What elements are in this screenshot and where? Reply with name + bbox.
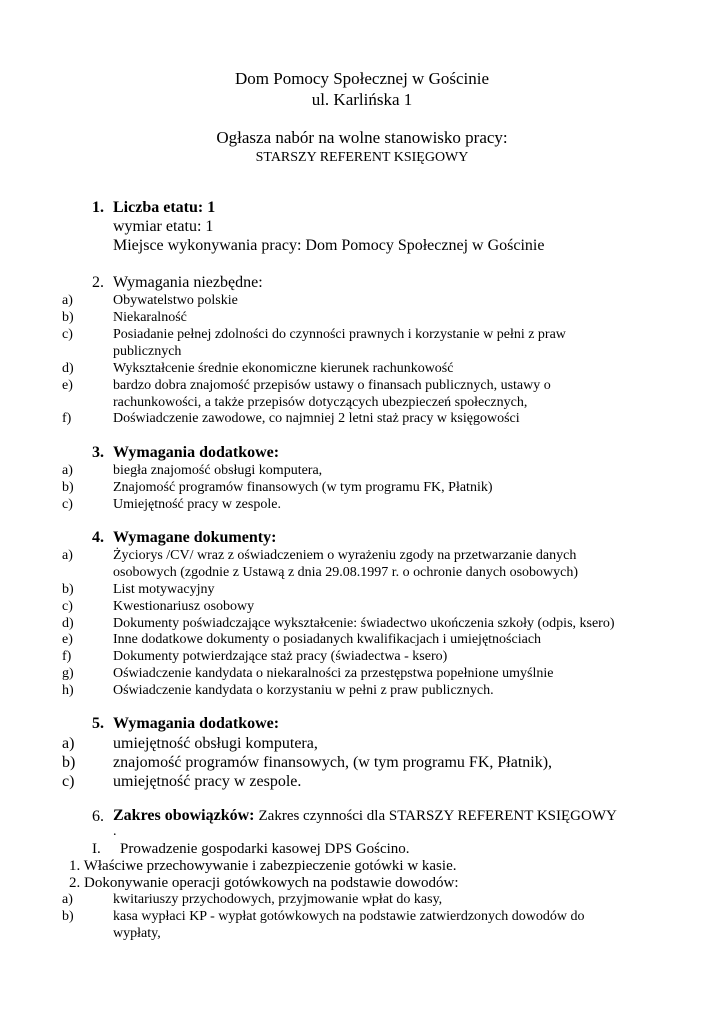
list-item: Znajomość programów finansowych (w tym programu FK, Płatnik) — [113, 480, 493, 495]
list-item: Umiejętność pracy w zespole. — [113, 497, 281, 512]
list-item: Posiadanie pełnej zdolności do czynności prawnych i korzystanie w pełni z praw — [113, 327, 566, 342]
section-3-title: Wymagania dodatkowe: — [113, 444, 280, 461]
list-label: e) — [62, 378, 73, 393]
section-1-line: Miejsce wykonywania pracy: Dom Pomocy Społecznej w Gościnie — [113, 237, 545, 254]
section-6-title: Zakres obowiązków: — [113, 807, 255, 824]
list-label: a) — [62, 735, 75, 752]
list-item: umiejętność pracy w zespole. — [113, 773, 302, 790]
list-item: Oświadczenie kandydata o korzystaniu w pełni z praw publicznych. — [113, 683, 494, 698]
list-label: g) — [62, 666, 74, 681]
list-label: h) — [62, 683, 74, 698]
institution-name: Dom Pomocy Społecznej w Gościnie — [234, 69, 489, 88]
list-label: f) — [62, 411, 72, 426]
list-item-continuation: rachunkowości, a także przepisów dotyczących ubezpieczeń społecznych, — [113, 395, 528, 410]
section-6-text: Zakres czynności dla STARSZY REFERENT KSIĘGOWY — [258, 808, 617, 824]
section-6-dot: . — [113, 824, 117, 839]
list-item: bardzo dobra znajomość przepisów ustawy o finansach publicznych, ustawy o — [113, 378, 551, 393]
section-1-title: Liczba etatu: 1 — [113, 199, 216, 216]
duty-point-1: 1. Właściwe przechowywanie i zabezpieczenie gotówki w kasie. — [69, 858, 457, 874]
duty-point-2: 2. Dokonywanie operacji gotówkowych na podstawie dowodów: — [69, 875, 459, 891]
list-item-continuation: osobowych (zgodnie z Ustawą z dnia 29.08.1997 r. o ochronie danych osobowych) — [113, 565, 579, 580]
section-6-heading — [113, 807, 617, 825]
list-item: Niekaralność — [113, 310, 187, 325]
list-item: List motywacyjny — [113, 582, 215, 597]
list-label: a) — [62, 892, 73, 907]
list-item: Oświadczenie kandydata o niekaralności za przestępstwa popełnione umyślnie — [113, 666, 554, 681]
list-item: Obywatelstwo polskie — [113, 293, 238, 308]
list-item: znajomość programów finansowych, (w tym programu FK, Płatnik), — [113, 754, 553, 771]
list-item-continuation: wypłaty, — [113, 926, 161, 941]
list-label: e) — [62, 632, 73, 647]
list-label: c) — [62, 497, 73, 512]
list-label: a) — [62, 293, 73, 308]
list-item: kasa wypłaci KP - wypłat gotówkowych na podstawie zatwierdzonych dowodów do — [113, 909, 585, 924]
list-label: c) — [62, 327, 73, 342]
section-2-number: 2. — [92, 274, 104, 291]
list-item: Wykształcenie średnie ekonomiczne kierunek rachunkowość — [113, 361, 454, 376]
list-item: Inne dodatkowe dokumenty o posiadanych kwalifikacjach i umiejętnościach — [113, 632, 542, 647]
section-6-number: 6. — [92, 808, 104, 825]
section-4-number: 4. — [92, 529, 104, 546]
section-5-title: Wymagania dodatkowe: — [113, 715, 280, 732]
list-label: a) — [62, 548, 73, 563]
roman-text: Prowadzenie gospodarki kasowej DPS Gościno. — [120, 841, 410, 857]
roman-label: I. — [92, 841, 101, 857]
list-label: c) — [62, 599, 73, 614]
list-item: Dokumenty poświadczające wykształcenie: świadectwo ukończenia szkoły (odpis, ksero) — [113, 616, 615, 631]
list-item: Doświadczenie zawodowe, co najmniej 2 letni staż pracy w księgowości — [113, 411, 520, 426]
institution-address: ul. Karlińska 1 — [311, 90, 413, 109]
list-label: c) — [62, 773, 75, 790]
list-item: Życiorys /CV/ wraz z oświadczeniem o wyrażeniu zgody na przetwarzanie danych — [113, 548, 577, 563]
list-item: Kwestionariusz osobowy — [113, 599, 255, 614]
list-label: b) — [62, 480, 74, 495]
list-label: d) — [62, 361, 74, 376]
list-item: kwitariuszy przychodowych, przyjmowanie wpłat do kasy, — [113, 892, 443, 907]
position-title: STARSZY REFERENT KSIĘGOWY — [255, 150, 469, 165]
list-item: biegła znajomość obsługi komputera, — [113, 463, 323, 478]
section-1-line: wymiar etatu: 1 — [113, 218, 214, 235]
section-5-number: 5. — [92, 715, 104, 732]
list-label: d) — [62, 616, 74, 631]
list-label: b) — [62, 582, 74, 597]
list-item: Dokumenty potwierdzające staż pracy (świadectwa - ksero) — [113, 649, 448, 664]
list-label: b) — [62, 909, 74, 924]
list-item-continuation: publicznych — [113, 344, 182, 359]
section-1-number: 1. — [92, 199, 104, 216]
section-3-number: 3. — [92, 444, 104, 461]
list-label: f) — [62, 649, 72, 664]
list-item: umiejętność obsługi komputera, — [113, 735, 318, 752]
section-2-title: Wymagania niezbędne: — [113, 274, 263, 291]
list-label: b) — [62, 754, 76, 771]
list-label: b) — [62, 310, 74, 325]
section-4-title: Wymagane dokumenty: — [113, 529, 277, 546]
list-label: a) — [62, 463, 73, 478]
announcement-heading: Ogłasza nabór na wolne stanowisko pracy: — [216, 128, 508, 147]
